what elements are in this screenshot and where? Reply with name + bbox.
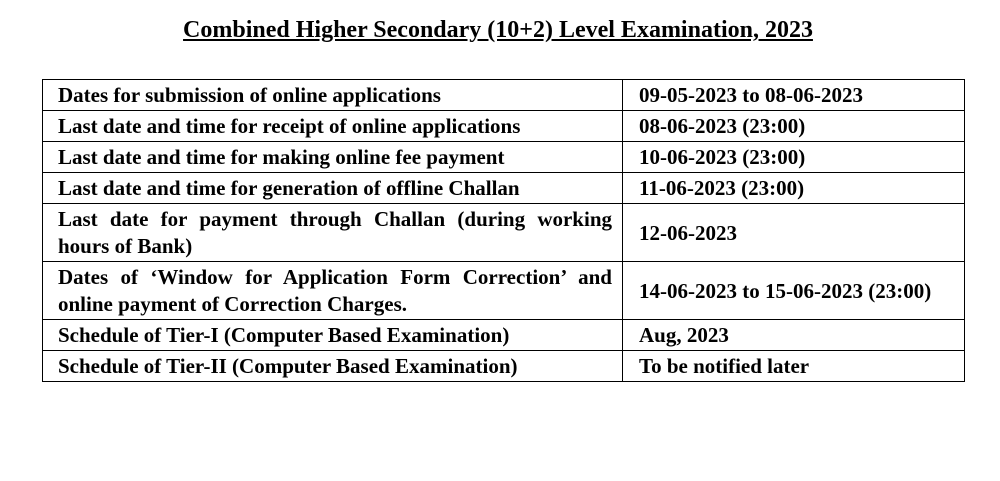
row-label: Dates of ‘Window for Application Form Correction’ and online payment of Correction Charges. — [43, 262, 623, 320]
table-row — [43, 80, 965, 111]
row-label: Schedule of Tier-I (Computer Based Examination) — [43, 320, 623, 351]
row-value: 10-06-2023 (23:00) — [623, 142, 965, 173]
row-value: To be notified later — [623, 351, 965, 382]
table-row — [43, 351, 965, 382]
row-label: Dates for submission of online applications — [43, 80, 623, 111]
row-value: 09-05-2023 to 08-06-2023 — [623, 80, 965, 111]
table-row — [43, 142, 965, 173]
row-label: Last date and time for making online fee payment — [43, 142, 623, 173]
row-label: Last date and time for generation of offline Challan — [43, 173, 623, 204]
row-label: Schedule of Tier-II (Computer Based Examination) — [43, 351, 623, 382]
table-row — [43, 320, 965, 351]
table-row — [43, 262, 965, 320]
row-value: Aug, 2023 — [623, 320, 965, 351]
table-row — [43, 111, 965, 142]
table-row — [43, 173, 965, 204]
row-label: Last date for payment through Challan (during working hours of Bank) — [43, 204, 623, 262]
page-title — [0, 14, 996, 46]
row-value: 08-06-2023 (23:00) — [623, 111, 965, 142]
row-value: 14-06-2023 to 15-06-2023 (23:00) — [623, 262, 965, 320]
row-value: 12-06-2023 — [623, 204, 965, 262]
schedule-table — [42, 79, 965, 382]
table-row — [43, 204, 965, 262]
row-value: 11-06-2023 (23:00) — [623, 173, 965, 204]
page-title-text: Combined Higher Secondary (10+2) Level Examination, 2023 — [183, 17, 813, 43]
row-label: Last date and time for receipt of online applications — [43, 111, 623, 142]
